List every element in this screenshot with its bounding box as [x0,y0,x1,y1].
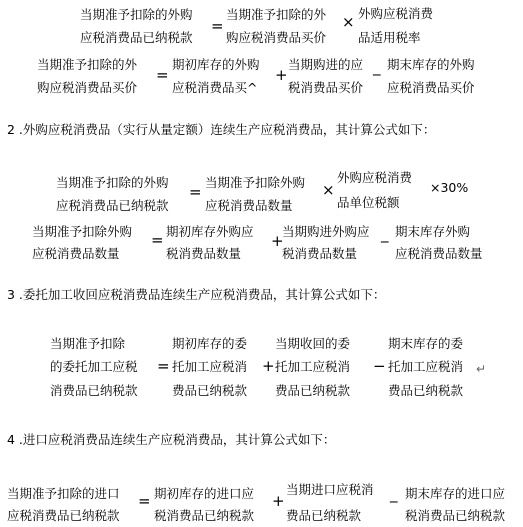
f3-term-c-line2: 品单位税额 [337,195,400,210]
f2-equals: = [156,66,169,84]
heading-section-3: 3 .委托加工收回应税消费品连续生产应税消费品，其计算公式如下： [7,287,386,302]
f6-term-a-line1: 当期准予扣除的进口 [7,486,120,501]
f1-term-b-line2: 购应税消费品买价 [226,30,327,45]
f5-term-c-line1: 当期收回的委 [275,336,351,351]
f1-term-c-line1: 外购应税消费 [358,6,434,21]
f1-equals: = [211,17,224,35]
f4-term-d-line2: 应税消费品数量 [395,246,483,261]
f6-plus: + [272,492,285,510]
f2-term-d-line2: 应税消费品买价 [387,80,475,95]
f3-term-a-line2: 应税消费品已纳税款 [56,198,169,213]
f4-equals: = [151,231,164,249]
f2-plus: + [275,66,288,84]
f5-plus: + [262,357,275,375]
f3-term-b-line2: 应税消费品数量 [205,198,293,213]
f6-term-c-line2: 费品已纳税款 [286,508,362,523]
f5-term-d-line1: 期末库存的委 [388,336,464,351]
f1-term-c-line2: 品适用税率 [358,30,421,45]
f4-plus: + [271,232,284,250]
f3-times: × [322,181,335,199]
f2-term-a-line2: 购应税消费品买价 [37,80,138,95]
heading-section-4: 4 .进口应税消费品连续生产应税消费品，其计算公式如下： [7,432,336,447]
f1-term-b-line1: 当期准予扣除的外 [226,7,327,22]
heading-section-2: 2 .外购应税消费品（实行从量定额）连续生产应税消费品，其计算公式如下： [7,122,436,137]
f2-term-b-line1: 期初库存的外购 [172,57,260,72]
f5-term-b-line3: 费品已纳税款 [172,383,248,398]
f4-minus: _ [381,225,389,243]
f6-term-b-line1: 期初库存的进口应 [154,486,255,501]
f5-term-a-line1: 当期准予扣除 [50,336,126,351]
f5-term-b-line2: 托加工应税消 [172,359,248,374]
paragraph-mark-icon: ↵ [476,362,487,376]
f6-minus: _ [390,485,398,503]
f2-term-c-line2: 税消费品买价 [288,80,364,95]
f2-minus: _ [373,58,381,76]
f4-term-a-line1: 当期准予扣除外购 [32,224,133,239]
f3-equals: = [189,183,202,201]
f2-term-a-line1: 当期准予扣除的外 [37,57,138,72]
f4-term-a-line2: 应税消费品数量 [32,246,120,261]
f6-term-a-line2: 应税消费品已纳税款 [7,508,120,523]
f1-times: × [342,13,355,31]
f2-term-d-line1: 期末库存的外购 [387,57,475,72]
f5-equals: = [157,357,170,375]
f6-term-d-line2: 税消费品已纳税款 [405,508,506,523]
f5-term-a-line3: 消费品已纳税款 [50,383,138,398]
f5-term-a-line2: 的委托加工应税 [50,359,138,374]
f5-term-d-line2: 托加工应税消 [388,359,464,374]
f4-term-d-line1: 期末库存外购 [395,224,471,239]
f3-term-b-line1: 当期准予扣除外购 [205,175,306,190]
f5-term-c-line2: 托加工应税消 [275,359,351,374]
f4-term-b-line2: 税消费品数量 [166,246,242,261]
f6-term-c-line1: 当期进口应税消 [286,482,374,497]
f5-term-c-line3: 费品已纳税款 [275,383,351,398]
f3-term-a-line1: 当期准予扣除的外购 [56,175,169,190]
f5-term-d-line3: 费品已纳税款 [388,383,464,398]
f3-term-c-line1: 外购应税消费 [337,170,413,185]
f5-minus: − [373,357,386,375]
f1-term-a-line1: 当期准予扣除的外购 [80,7,193,22]
f2-term-c-line1: 当期购进的应 [288,57,364,72]
f2-term-b-line2: 应税消费品买^ [172,80,258,95]
f4-term-c-line2: 税消费品数量 [282,246,358,261]
f6-term-d-line1: 期末库存的进口应 [405,486,506,501]
f5-term-b-line1: 期初库存的委 [172,336,248,351]
f6-term-b-line2: 税消费品已纳税款 [154,508,255,523]
f6-equals: = [138,492,151,510]
f1-term-a-line2: 应税消费品已纳税款 [80,30,193,45]
f4-term-c-line1: 当期购进外购应 [282,224,370,239]
f4-term-b-line1: 期初库存外购应 [166,224,254,239]
f3-times-rate: ×30% [430,180,469,195]
